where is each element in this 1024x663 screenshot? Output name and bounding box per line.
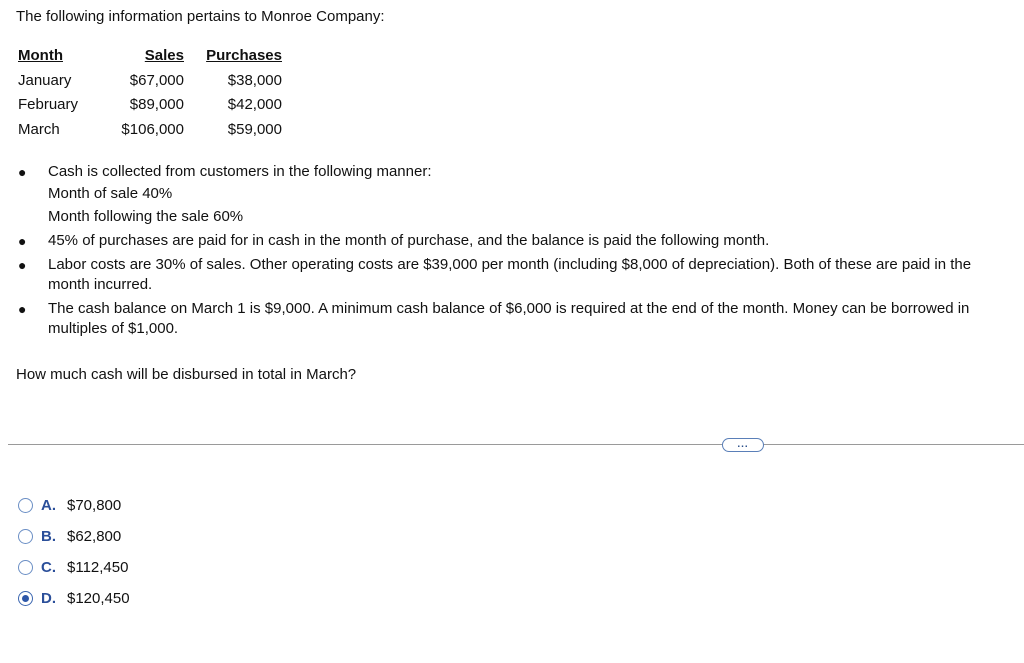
cell-sales: $106,000 [121,120,184,138]
table-row [18,93,282,118]
assumptions-list [16,162,976,343]
cell-month: March [18,120,60,138]
bullet-icon: ● [18,300,27,317]
bullet-icon: ● [18,256,27,273]
question-text: How much cash will be disbursed in total in March? [16,366,357,383]
cell-sales: $89,000 [129,96,184,114]
radio-icon[interactable] [18,560,33,575]
list-item [16,255,976,295]
purchases-text: 45% of purchases are paid for in cash in the month of purchase, and the balance is paid the following month. [48,231,770,249]
option-d[interactable] [18,583,130,614]
header-month: Month [18,46,63,64]
list-item [16,231,976,251]
bullet-icon: ● [18,164,27,180]
list-item [16,299,976,339]
cell-month: January [18,71,72,89]
cell-purchases: $42,000 [227,96,282,114]
radio-selected-icon[interactable] [18,591,33,606]
table-header-row [18,46,282,68]
radio-icon[interactable] [18,498,33,513]
option-text: $120,450 [67,590,130,607]
header-purchases: Purchases [206,46,282,64]
option-letter: A. [41,497,56,514]
cell-purchases: $59,000 [227,120,282,138]
option-b[interactable] [18,521,130,552]
option-letter: C. [41,559,56,576]
cell-purchases: $38,000 [227,71,282,89]
divider [8,444,1024,445]
table-row [18,117,282,142]
cash-balance-text: The cash balance on March 1 is $9,000. A minimum cash balance of $6,000 is required at the end of the month. Money can be borrowed in multiples of $1,000. [48,299,970,337]
more-button[interactable]: ... [722,438,764,452]
collection-month-of-sale: Month of sale 40% [48,185,173,202]
option-text: $112,450 [67,559,129,576]
option-text: $62,800 [67,528,122,545]
collection-text: Cash is collected from customers in the following manner: [48,163,432,180]
intro-text: The following information pertains to Monroe Company: [16,8,385,25]
option-text: $70,800 [67,497,122,514]
monthly-data-table [18,46,282,142]
option-letter: B. [41,528,56,545]
cell-sales: $67,000 [129,71,184,89]
list-item [16,162,976,227]
option-c[interactable] [18,552,130,583]
answer-options [18,490,130,614]
bullet-icon: ● [18,232,27,249]
cell-month: February [18,96,79,114]
option-letter: D. [41,590,56,607]
collection-following-month: Month following the sale 60% [48,207,244,225]
header-sales: Sales [144,46,184,64]
radio-icon[interactable] [18,529,33,544]
table-row [18,68,282,93]
option-a[interactable] [18,490,130,521]
costs-text: Labor costs are 30% of sales. Other operating costs are $39,000 per month (including $8,000 of depreciation). Both of these are paid in the month incurred. [48,255,972,293]
